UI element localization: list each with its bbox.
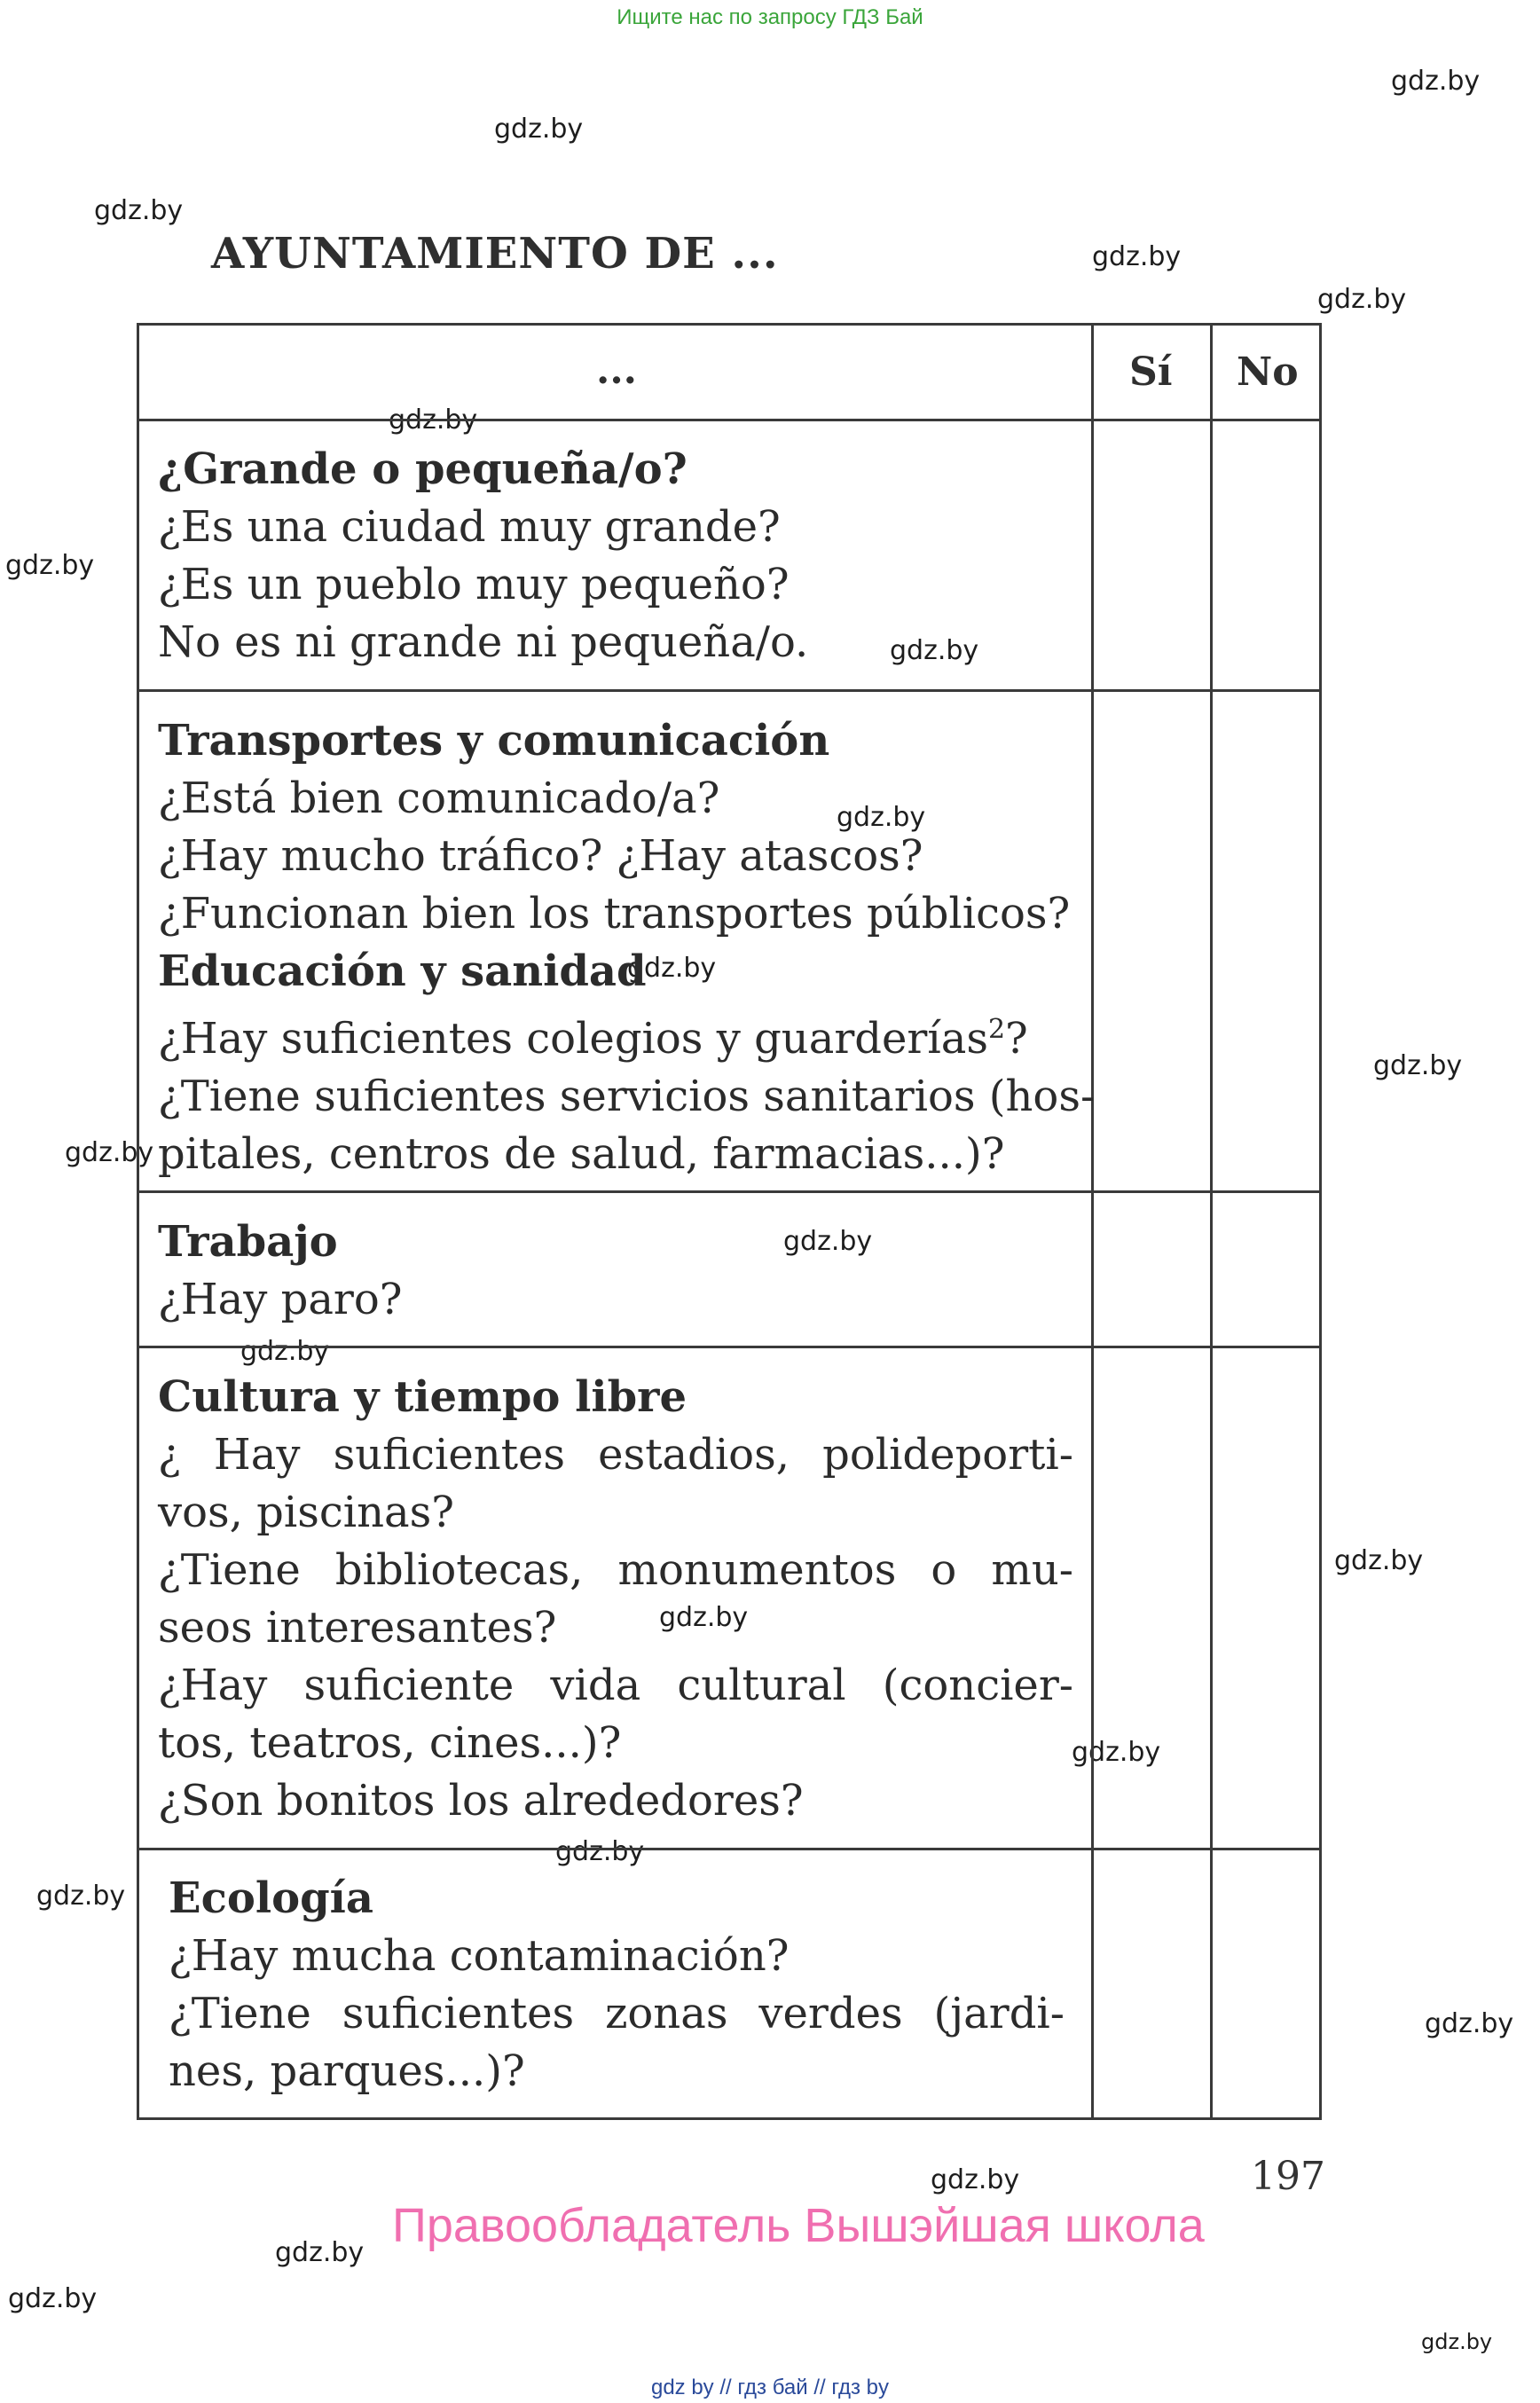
question-line	[158, 1001, 1073, 1068]
question-line: nes, parques...)?	[169, 2046, 525, 2096]
watermark: gdz.by	[627, 953, 717, 984]
watermark: gdz.by	[931, 2164, 1020, 2195]
watermark: gdz.by	[94, 195, 184, 226]
watermark: gdz.by	[1373, 1050, 1463, 1081]
bottom-links[interactable]: gdz by // гдз бай // гдз by	[650, 2376, 890, 2399]
table-border-bottom	[137, 2117, 1322, 2120]
page-title: AYUNTAMIENTO DE ...	[211, 229, 779, 279]
question-line: ¿Es una ciudad muy grande?	[158, 502, 781, 552]
question-line: seos interesantes?	[158, 1603, 557, 1653]
section-heading: Cultura y tiempo libre	[158, 1372, 687, 1422]
question-line: ¿Tiene bibliotecas, monumentos o mu-	[158, 1545, 1073, 1595]
watermark: gdz.by	[890, 635, 979, 666]
table-border-left	[137, 323, 139, 2120]
section-heading: Transportes y comunicación	[158, 716, 830, 766]
header-no: No	[1237, 349, 1299, 395]
section-ecology	[169, 1870, 1065, 2101]
section-heading: Trabajo	[158, 1217, 338, 1267]
header-topic: ...	[596, 348, 637, 393]
section-heading: Ecología	[169, 1873, 373, 1923]
header-yes: Sí	[1129, 349, 1173, 395]
question-text: ¿Hay suficientes colegios y guarderías	[158, 1014, 988, 1064]
copyright-notice: Правообладатель Вышэйшая школа	[392, 2199, 1205, 2252]
question-line: ¿Tiene suficientes zonas verdes (jardi-	[169, 1989, 1065, 2038]
watermark: gdz.by	[494, 114, 584, 145]
watermark: gdz.by	[8, 2283, 98, 2314]
watermark: gdz.by	[1425, 2008, 1514, 2039]
question-line: No es ni grande ni pequeña/o.	[158, 617, 809, 667]
footnote-mark: 2	[987, 1014, 1006, 1045]
top-banner[interactable]: Ищите нас по запросу ГДЗ Бай	[617, 5, 923, 29]
watermark: gdz.by	[1072, 1737, 1161, 1768]
question-line: pitales, centros de salud, farmacias...)?	[158, 1129, 1005, 1179]
question-line: ¿Hay mucha contaminación?	[169, 1931, 790, 1981]
table-column-divider	[1210, 323, 1213, 2120]
table-column-divider	[1091, 323, 1094, 2120]
table-border-right	[1319, 323, 1322, 2120]
question-line: vos, piscinas?	[158, 1488, 455, 1537]
question-line: ¿Hay paro?	[158, 1275, 403, 1324]
question-line: ¿ Hay suficientes estadios, polideporti-	[158, 1430, 1073, 1480]
watermark: gdz.by	[1092, 241, 1182, 272]
watermark: gdz.by	[36, 1881, 126, 1912]
watermark: gdz.by	[389, 404, 478, 436]
watermark: gdz.by	[1317, 284, 1407, 315]
watermark: gdz.by	[555, 1836, 645, 1867]
section-culture	[158, 1369, 1073, 1830]
section-heading: Educación y sanidad	[158, 946, 647, 996]
page-number: 197	[1251, 2154, 1325, 2199]
question-line: tos, teatros, cines...)?	[158, 1718, 622, 1768]
question-line: ¿Son bonitos los alrededores?	[158, 1776, 804, 1826]
table-divider	[137, 419, 1322, 421]
question-end: ?	[1005, 1014, 1028, 1064]
question-line: ¿Hay mucho tráfico? ¿Hay atascos?	[158, 831, 923, 881]
question-line: ¿Hay suficiente vida cultural (concier-	[158, 1661, 1073, 1710]
watermark: gdz.by	[1391, 66, 1481, 97]
table-divider	[137, 1190, 1322, 1193]
table-divider	[137, 689, 1322, 692]
section-transport-education	[158, 712, 1096, 1183]
watermark: gdz.by	[837, 802, 926, 833]
question-line: ¿Tiene suficientes servicios sanitarios (hos-	[158, 1072, 1096, 1121]
watermark: gdz.by	[5, 550, 95, 581]
watermark: gdz.by	[275, 2237, 365, 2268]
watermark: gdz.by	[1334, 1545, 1424, 1576]
watermark: gdz.by	[783, 1226, 873, 1257]
watermark: gdz.by	[1421, 2329, 1493, 2354]
table-divider	[137, 1848, 1322, 1850]
section-size	[158, 441, 1073, 671]
section-work	[158, 1213, 1073, 1329]
question-line: ¿Funcionan bien los transportes públicos?	[158, 889, 1071, 938]
watermark: gdz.by	[65, 1137, 154, 1168]
watermark: gdz.by	[240, 1336, 330, 1367]
question-line: ¿Es un pueblo muy pequeño?	[158, 560, 790, 609]
table-divider	[137, 1346, 1322, 1348]
question-line: ¿Está bien comunicado/a?	[158, 774, 720, 823]
table-border-top	[137, 323, 1322, 326]
watermark: gdz.by	[659, 1602, 749, 1633]
question-line: ¿Grande o pequeña/o?	[158, 444, 688, 494]
